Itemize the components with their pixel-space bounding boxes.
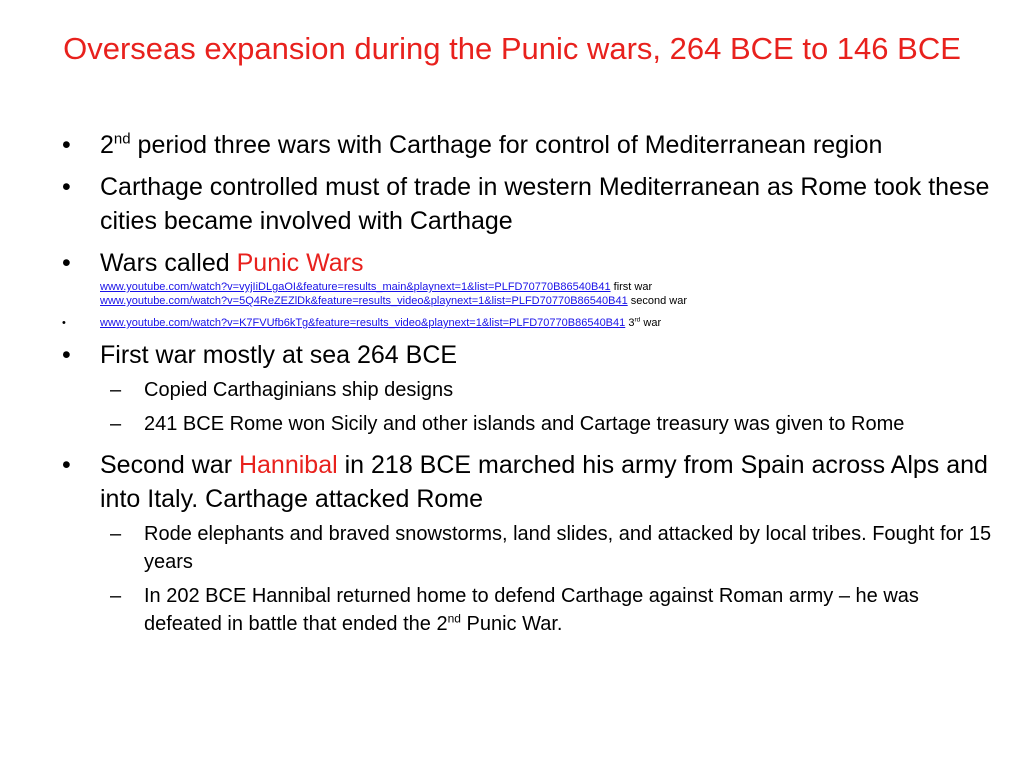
link-caption: war (640, 317, 662, 329)
sub-bullet-sicily (62, 410, 992, 438)
bullet-marker: • (62, 317, 66, 329)
bullet-item-first-war (62, 338, 992, 372)
dash-marker: – (110, 379, 122, 401)
bullet-text: period three wars with Carthage for control of Mediterranean region (130, 131, 883, 159)
sub-bullet-text-end: Punic War. (460, 613, 563, 635)
sub-bullet-ship-designs (62, 376, 992, 404)
bullet-text: First war mostly at sea 264 BCE (100, 341, 458, 369)
bullet-marker: • (62, 131, 71, 159)
ordinal-suffix: nd (113, 130, 131, 148)
video-link-second-war[interactable]: www.youtube.com/watch?v=5Q4ReZEZlDk&feature=results_video&playnext=1&list=PLFD70770B86540B41 (100, 295, 628, 307)
highlight-hannibal: Hannibal (238, 451, 338, 479)
sub-bullet-defeat (62, 582, 992, 638)
video-link-line-second (100, 294, 992, 308)
bullet-text-prefix: Second war (100, 451, 239, 479)
dash-marker: – (110, 413, 122, 435)
bullet-item-second-period (62, 128, 992, 162)
sub-bullet-text: Copied Carthaginians ship designs (144, 379, 454, 401)
bullet-marker: • (62, 173, 71, 201)
sub-bullet-text: Rode elephants and braved snowstorms, land slides, and attacked by local tribes. Fought for 15 years (144, 523, 992, 573)
highlight-punic-wars: Punic Wars (236, 249, 364, 277)
video-link-third-war[interactable]: www.youtube.com/watch?v=K7FVUfb6kTg&feature=results_video&playnext=1&list=PLFD70770B86540B41 (100, 317, 626, 329)
bullet-item-punic-wars (62, 246, 992, 308)
bullet-text-prefix: Wars called (100, 249, 237, 277)
video-link-line-first (100, 280, 992, 294)
bullet-marker: • (62, 451, 71, 479)
slide-title: Overseas expansion during the Punic wars, 264 BCE to 146 BCE (63, 31, 961, 66)
bullet-list (62, 128, 992, 644)
bullet-item-carthage-trade (62, 170, 992, 238)
dash-marker: – (110, 523, 122, 545)
bullet-marker: • (62, 341, 71, 369)
ordinal-suffix: nd (447, 611, 461, 626)
dash-marker: – (110, 585, 122, 607)
bullet-item-third-war-link (62, 316, 992, 330)
video-link-first-war[interactable]: www.youtube.com/watch?v=vyjIiDLgaOI&feature=results_main&playnext=1&list=PLFD70770B86540B41 (100, 281, 611, 293)
bullet-text-prefix: 2 (100, 131, 114, 159)
link-caption: second war (627, 295, 688, 307)
sub-bullet-text: In 202 BCE Hannibal returned home to defend Carthage against Roman army – he was defeated in battle that ended the 2 (144, 585, 919, 635)
link-caption: first war (610, 281, 653, 293)
ordinal-suffix: rd (634, 316, 641, 324)
link-caption: 3 (625, 317, 635, 329)
bullet-item-second-war (62, 448, 992, 516)
bullet-text: in 218 BCE marched his army from Spain across Alps and into Italy. Carthage attacked Rome (100, 451, 988, 513)
sub-bullet-text: 241 BCE Rome won Sicily and other islands and Cartage treasury was given to Rome (144, 413, 905, 435)
bullet-marker: • (62, 249, 71, 277)
sub-bullet-elephants (62, 520, 992, 576)
bullet-text: Carthage controlled must of trade in western Mediterranean as Rome took these cities became involved with Carthage (100, 173, 990, 235)
